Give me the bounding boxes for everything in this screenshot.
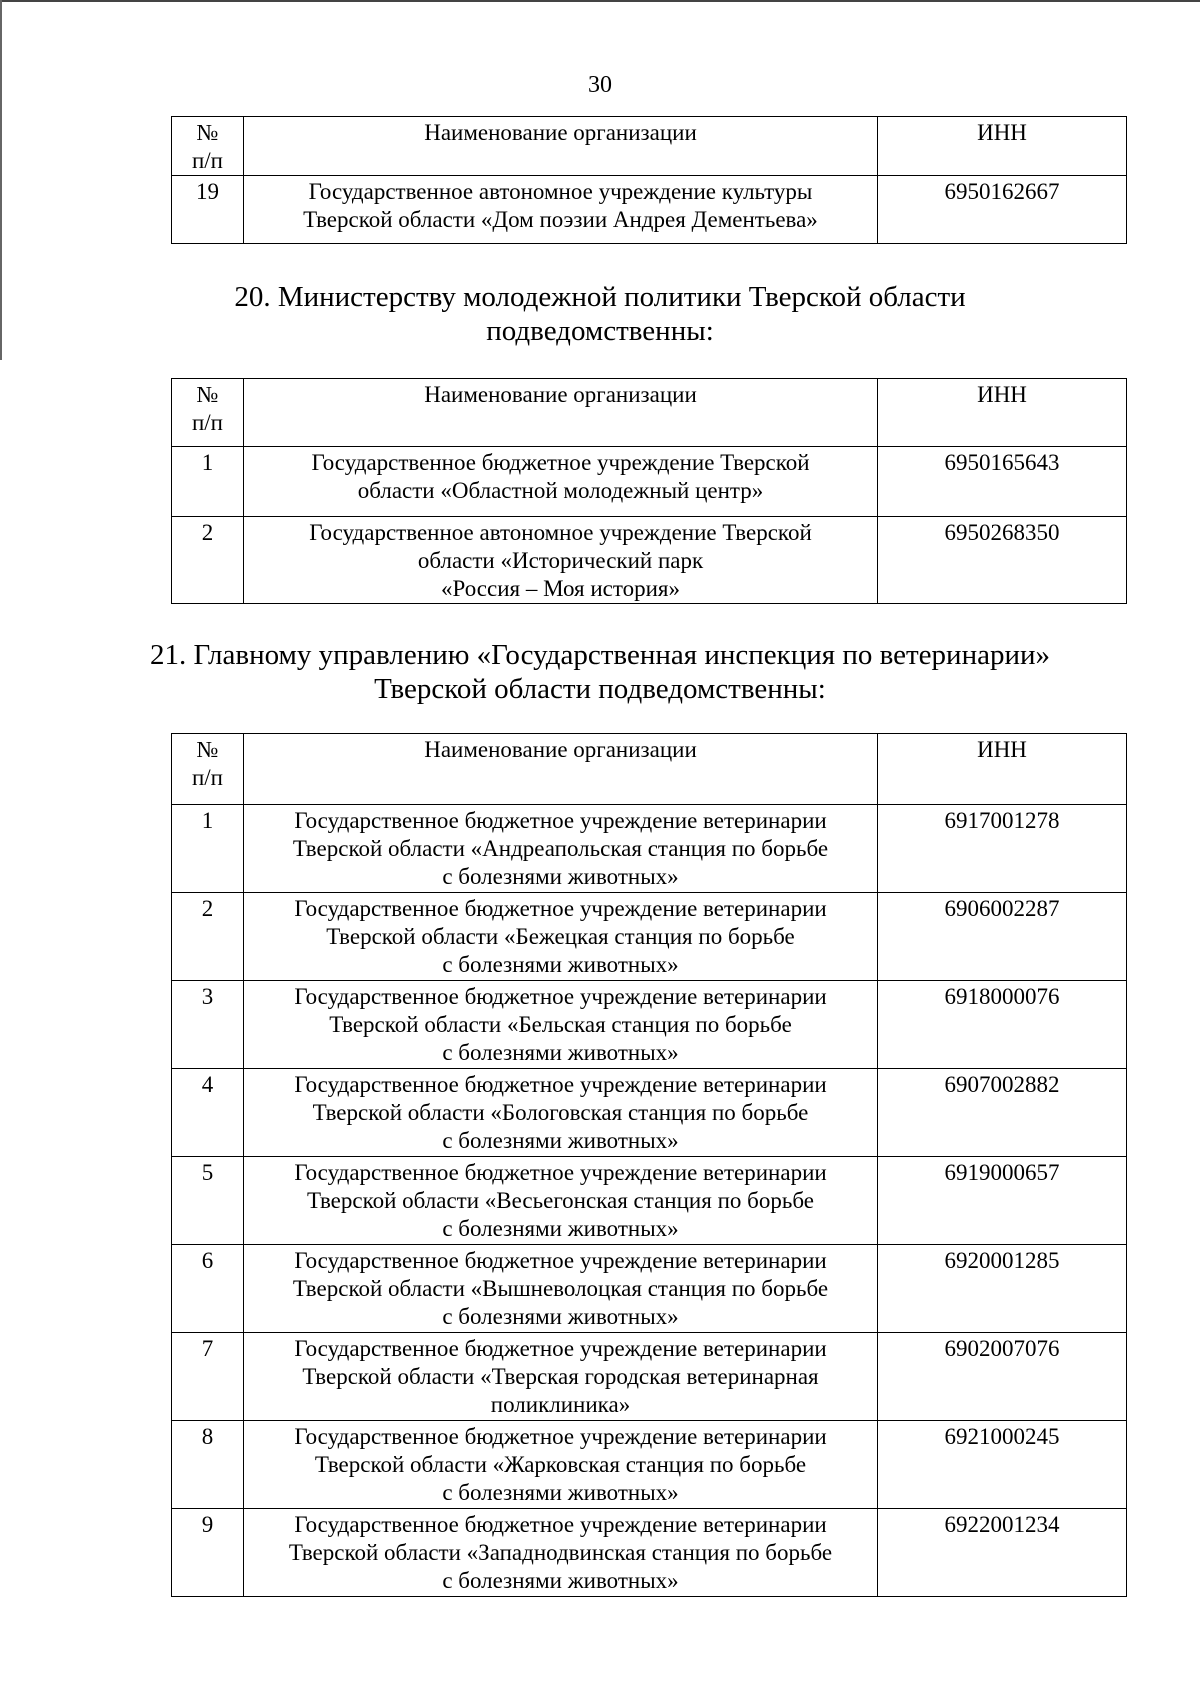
org-name: Государственное автономное учреждение Тверской области «Исторический парк «Россия – Моя история» [244,517,878,604]
org-name: Государственное бюджетное учреждение Тверской области «Областной молодежный центр» [244,447,878,517]
row-number: 4 [172,1069,244,1157]
row-number: 3 [172,981,244,1069]
header-inn: ИНН [878,379,1127,447]
org-name: Государственное бюджетное учреждение ветеринарии Тверской области «Жарковская станция по борьбе с болезнями животных» [244,1421,878,1509]
section-21-title [0,638,1200,706]
section-20-title [0,280,1200,348]
table-row [172,1245,1127,1333]
org-inn: 6950162667 [878,176,1127,244]
org-inn: 6917001278 [878,805,1127,893]
org-inn: 6907002882 [878,1069,1127,1157]
row-number: 1 [172,805,244,893]
table-row [172,805,1127,893]
org-inn: 6921000245 [878,1421,1127,1509]
org-inn: 6919000657 [878,1157,1127,1245]
page-number: 30 [588,72,612,98]
table-header-row [172,379,1127,447]
row-number: 2 [172,893,244,981]
table-row [172,447,1127,517]
header-inn: ИНН [878,734,1127,805]
row-number: 2 [172,517,244,604]
org-name: Государственное бюджетное учреждение ветеринарии Тверской области «Весьегонская станция по борьбе с болезнями животных» [244,1157,878,1245]
table-row [172,1421,1127,1509]
row-number: 6 [172,1245,244,1333]
table-row [172,176,1127,244]
section-20-title-line1: 20. Министерству молодежной политики Тверской области [234,281,966,313]
table-row [172,1333,1127,1421]
org-inn: 6922001234 [878,1509,1127,1597]
table-row [172,517,1127,604]
table-row [172,1069,1127,1157]
row-number: 9 [172,1509,244,1597]
org-inn: 6918000076 [878,981,1127,1069]
table-row [172,1509,1127,1597]
org-inn: 6902007076 [878,1333,1127,1421]
org-name: Государственное бюджетное учреждение ветеринарии Тверской области «Вышневолоцкая станция по борьбе с болезнями животных» [244,1245,878,1333]
row-number: 1 [172,447,244,517]
org-name: Государственное бюджетное учреждение ветеринарии Тверской области «Андреапольская станция по борьбе с болезнями животных» [244,805,878,893]
org-table-section-21 [171,733,1127,1597]
header-num: № п/п [172,734,244,805]
section-21-title-line1: 21. Главному управлению «Государственная инспекция по ветеринарии» [149,639,1051,671]
org-inn: 6950165643 [878,447,1127,517]
org-table-continuation [171,116,1127,244]
header-num: № п/п [172,379,244,447]
row-number: 19 [172,176,244,244]
scan-edge-top [0,0,1200,2]
table-header-row [172,117,1127,176]
org-name: Государственное бюджетное учреждение ветеринарии Тверской области «Бежецкая станция по борьбе с болезнями животных» [244,893,878,981]
org-name: Государственное автономное учреждение культуры Тверской области «Дом поэзии Андрея Дементьева» [244,176,878,244]
header-num: № п/п [172,117,244,176]
table-row [172,893,1127,981]
table-header-row [172,734,1127,805]
header-name: Наименование организации [244,379,878,447]
row-number: 5 [172,1157,244,1245]
table-row [172,981,1127,1069]
section-20-title-line2: подведомственны: [486,315,714,347]
org-name: Государственное бюджетное учреждение ветеринарии Тверской области «Бельская станция по борьбе с болезнями животных» [244,981,878,1069]
header-inn: ИНН [878,117,1127,176]
org-inn: 6950268350 [878,517,1127,604]
org-name: Государственное бюджетное учреждение ветеринарии Тверской области «Западнодвинская станция по борьбе с болезнями животных» [244,1509,878,1597]
section-21-title-line2: Тверской области подведомственны: [374,673,826,705]
org-inn: 6920001285 [878,1245,1127,1333]
row-number: 7 [172,1333,244,1421]
table-row [172,1157,1127,1245]
header-name: Наименование организации [244,734,878,805]
org-name: Государственное бюджетное учреждение ветеринарии Тверской области «Тверская городская ветеринарная поликлиника» [244,1333,878,1421]
row-number: 8 [172,1421,244,1509]
header-name: Наименование организации [244,117,878,176]
org-inn: 6906002287 [878,893,1127,981]
org-name: Государственное бюджетное учреждение ветеринарии Тверской области «Бологовская станция по борьбе с болезнями животных» [244,1069,878,1157]
org-table-section-20 [171,378,1127,604]
